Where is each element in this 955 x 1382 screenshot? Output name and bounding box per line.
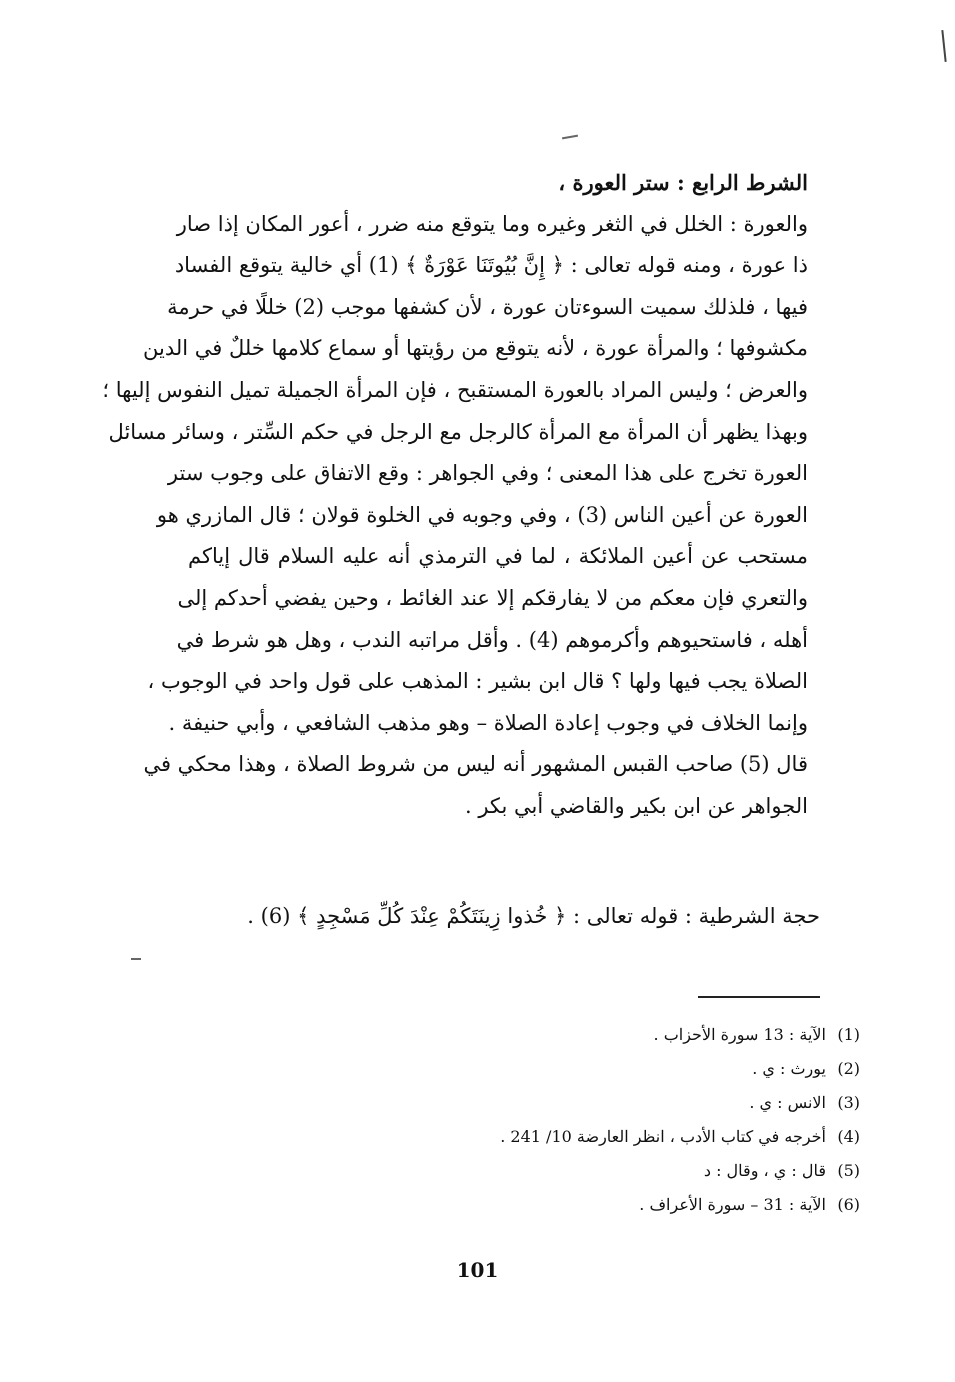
body-line: والتعري فإن معكم من لا يفارقكم إلا عند الغائط ، وحين يفضي أحدكم إلى [177, 585, 808, 610]
body-line: مستحب عن أعين الملائكة ، لما في الترمذي أنه عليه السلام قال إياكم [188, 544, 808, 569]
body-line: العورة تخرج على هذا المعنى ؛ وفي الجواهر : وقع الاتفاق على وجوب ستر [167, 461, 808, 486]
footnote-text: أخرجه في كتاب الأدب ، انظر العارضة 10/ 241 . [500, 1127, 826, 1146]
body-line: فيها ، فلذلك سميت السوءتان عورة ، لأن كشفها موجب (2) خللًا في حرمة [167, 294, 808, 319]
footnote-number: (5) [837, 1161, 860, 1180]
body-line: العورة عن أعين الناس (3) ، وفي وجوبه في الخلوة قولان ؛ قال المازري هو [156, 502, 808, 527]
body-line: مكشوفها ؛ والمرأة عورة ، لأنه يتوقع من رؤيتها أو سماع كلامها خللٌ في الدين [143, 336, 808, 361]
body-line: أهله ، فاستحيوهم وأكرموهم (4) . وأقل مراتبه الندب ، وهل هو شرط في [176, 627, 808, 652]
footnote-text: قال : ي ، وقال : د [703, 1161, 826, 1180]
footnote-text: يورث : ي . [752, 1059, 826, 1078]
scan-stray-mark [562, 135, 578, 140]
body-line: قال (5) صاحب القبس المشهور أنه ليس من شروط الصلاة ، وهذا محكي في [143, 752, 808, 777]
footnote-separator [698, 996, 820, 998]
footnote-text: الآية : 13 سورة الأحزاب . [653, 1025, 826, 1044]
footnote-number: (1) [837, 1025, 860, 1044]
footnote-text: الآية : 31 – سورة الأعراف . [639, 1195, 826, 1214]
body-line: ذا عورة ، ومنه قوله تعالى : ﴿ إِنَّ بُيُوتَنَا عَوْرَةٌ ﴾ (1) أي خالية يتوقع الفساد [174, 253, 808, 278]
main-text [102, 162, 808, 828]
footnote [400, 1154, 860, 1188]
footnotes [400, 1018, 860, 1222]
page-number: 101 [456, 1258, 499, 1282]
proof-line: حجة الشرطية : قوله تعالى : ﴿ خُذوا زِينَتَكُمْ عِنْدَ كُلِّ مَسْجِدٍ ﴾ (6) . [247, 904, 820, 928]
footnote [400, 1086, 860, 1120]
body-line: الصلاة يجب فيها ولها ؟ قال ابن بشير : المذهب على قول واحد في الوجوب ، [147, 669, 808, 694]
footnote-number: (4) [837, 1127, 860, 1146]
body-line: الجواهر عن ابن بكير والقاضي أبي بكر . [464, 793, 808, 818]
scan-stray-dot [131, 958, 141, 960]
footnote-number: (3) [837, 1093, 860, 1112]
section-heading: الشرط الرابع : ستر العورة ، [558, 170, 808, 195]
body-line: والعورة : الخلل في الثغر وغيره وما يتوقع منه ضرر ، أعور المكان إذا صار [176, 211, 808, 236]
body-line: وبهذا يظهر أن المرأة مع المرأة كالرجل مع الرجل في حكم السِّتر ، وسائر مسائل [108, 419, 808, 444]
footnote [400, 1052, 860, 1086]
footnote-text: الانس : ي . [749, 1093, 826, 1112]
footnote [400, 1120, 860, 1154]
footnote-number: (6) [837, 1195, 860, 1214]
body-line: وإنما الخلاف في وجوب إعادة الصلاة – وهو مذهب الشافعي ، وأبي حنيفة . [168, 710, 808, 735]
body-line: والعرض ؛ وليس المراد بالعورة المستقبح ، فإن المرأة الجميلة تميل النفوس إليها ؛ [102, 377, 808, 402]
footnote [400, 1188, 860, 1222]
scan-edge-mark [941, 30, 946, 62]
footnote [400, 1018, 860, 1052]
footnote-number: (2) [837, 1059, 860, 1078]
